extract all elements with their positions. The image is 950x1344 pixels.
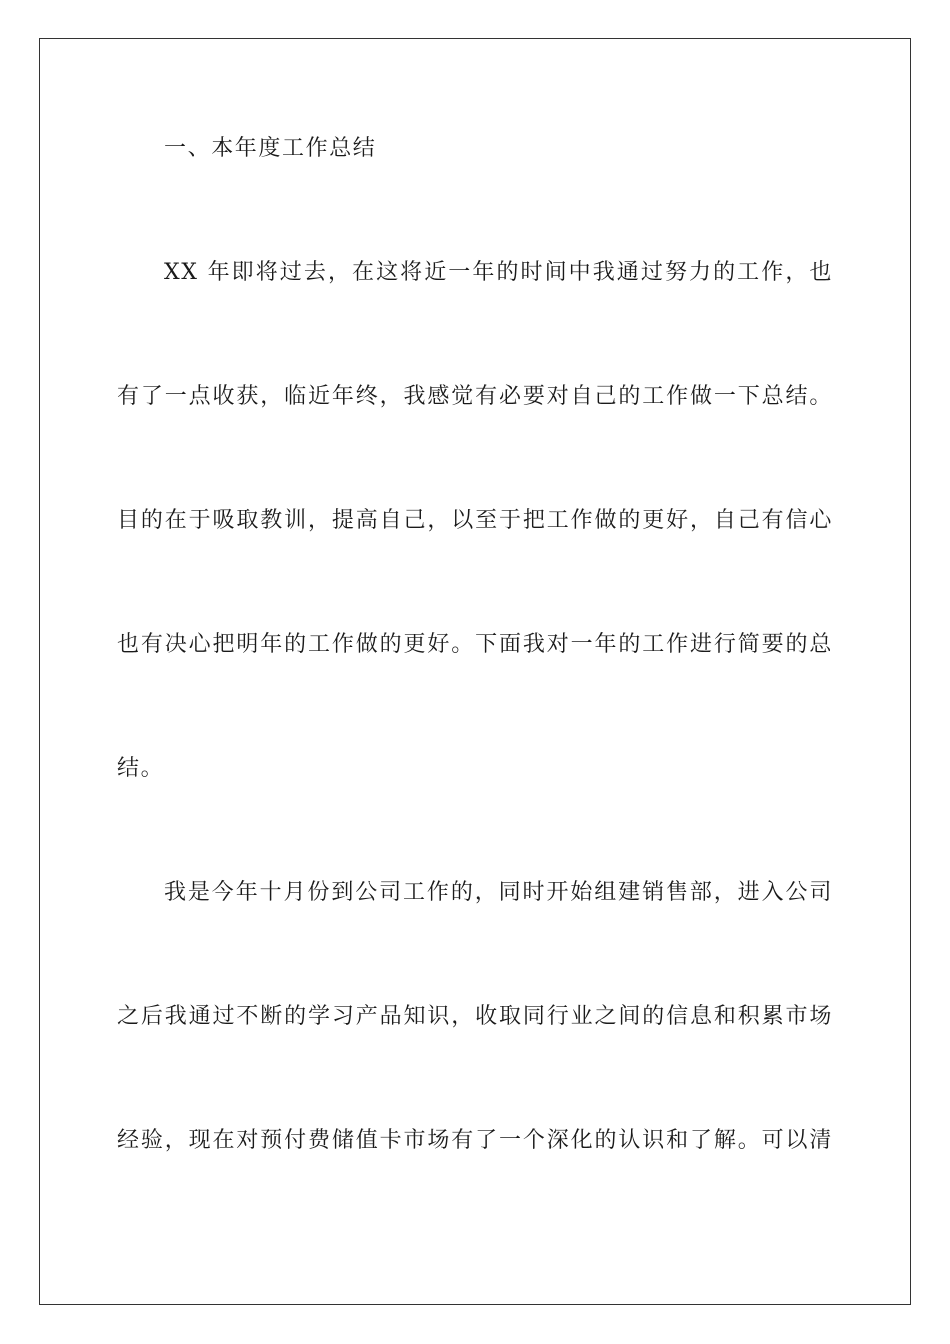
page-border — [39, 38, 911, 1305]
paragraph-line: 也有决心把明年的工作做的更好。下面我对一年的工作进行简要的总 — [117, 632, 833, 657]
paragraph-line: 目的在于吸取教训，提高自己，以至于把工作做的更好，自己有信心 — [117, 508, 833, 533]
paragraph-line: 结。 — [117, 756, 165, 781]
paragraph-line: 我是今年十月份到公司工作的，同时开始组建销售部，进入公司 — [164, 880, 833, 905]
paragraph-line: 之后我通过不断的学习产品知识，收取同行业之间的信息和积累市场 — [117, 1004, 833, 1029]
section-heading: 一、本年度工作总结 — [164, 136, 377, 161]
paragraph-line: 有了一点收获，临近年终，我感觉有必要对自己的工作做一下总结。 — [117, 384, 833, 409]
paragraph-line: 经验，现在对预付费储值卡市场有了一个深化的认识和了解。可以清 — [117, 1128, 833, 1153]
paragraph-line: XX 年即将过去，在这将近一年的时间中我通过努力的工作，也 — [164, 260, 833, 285]
